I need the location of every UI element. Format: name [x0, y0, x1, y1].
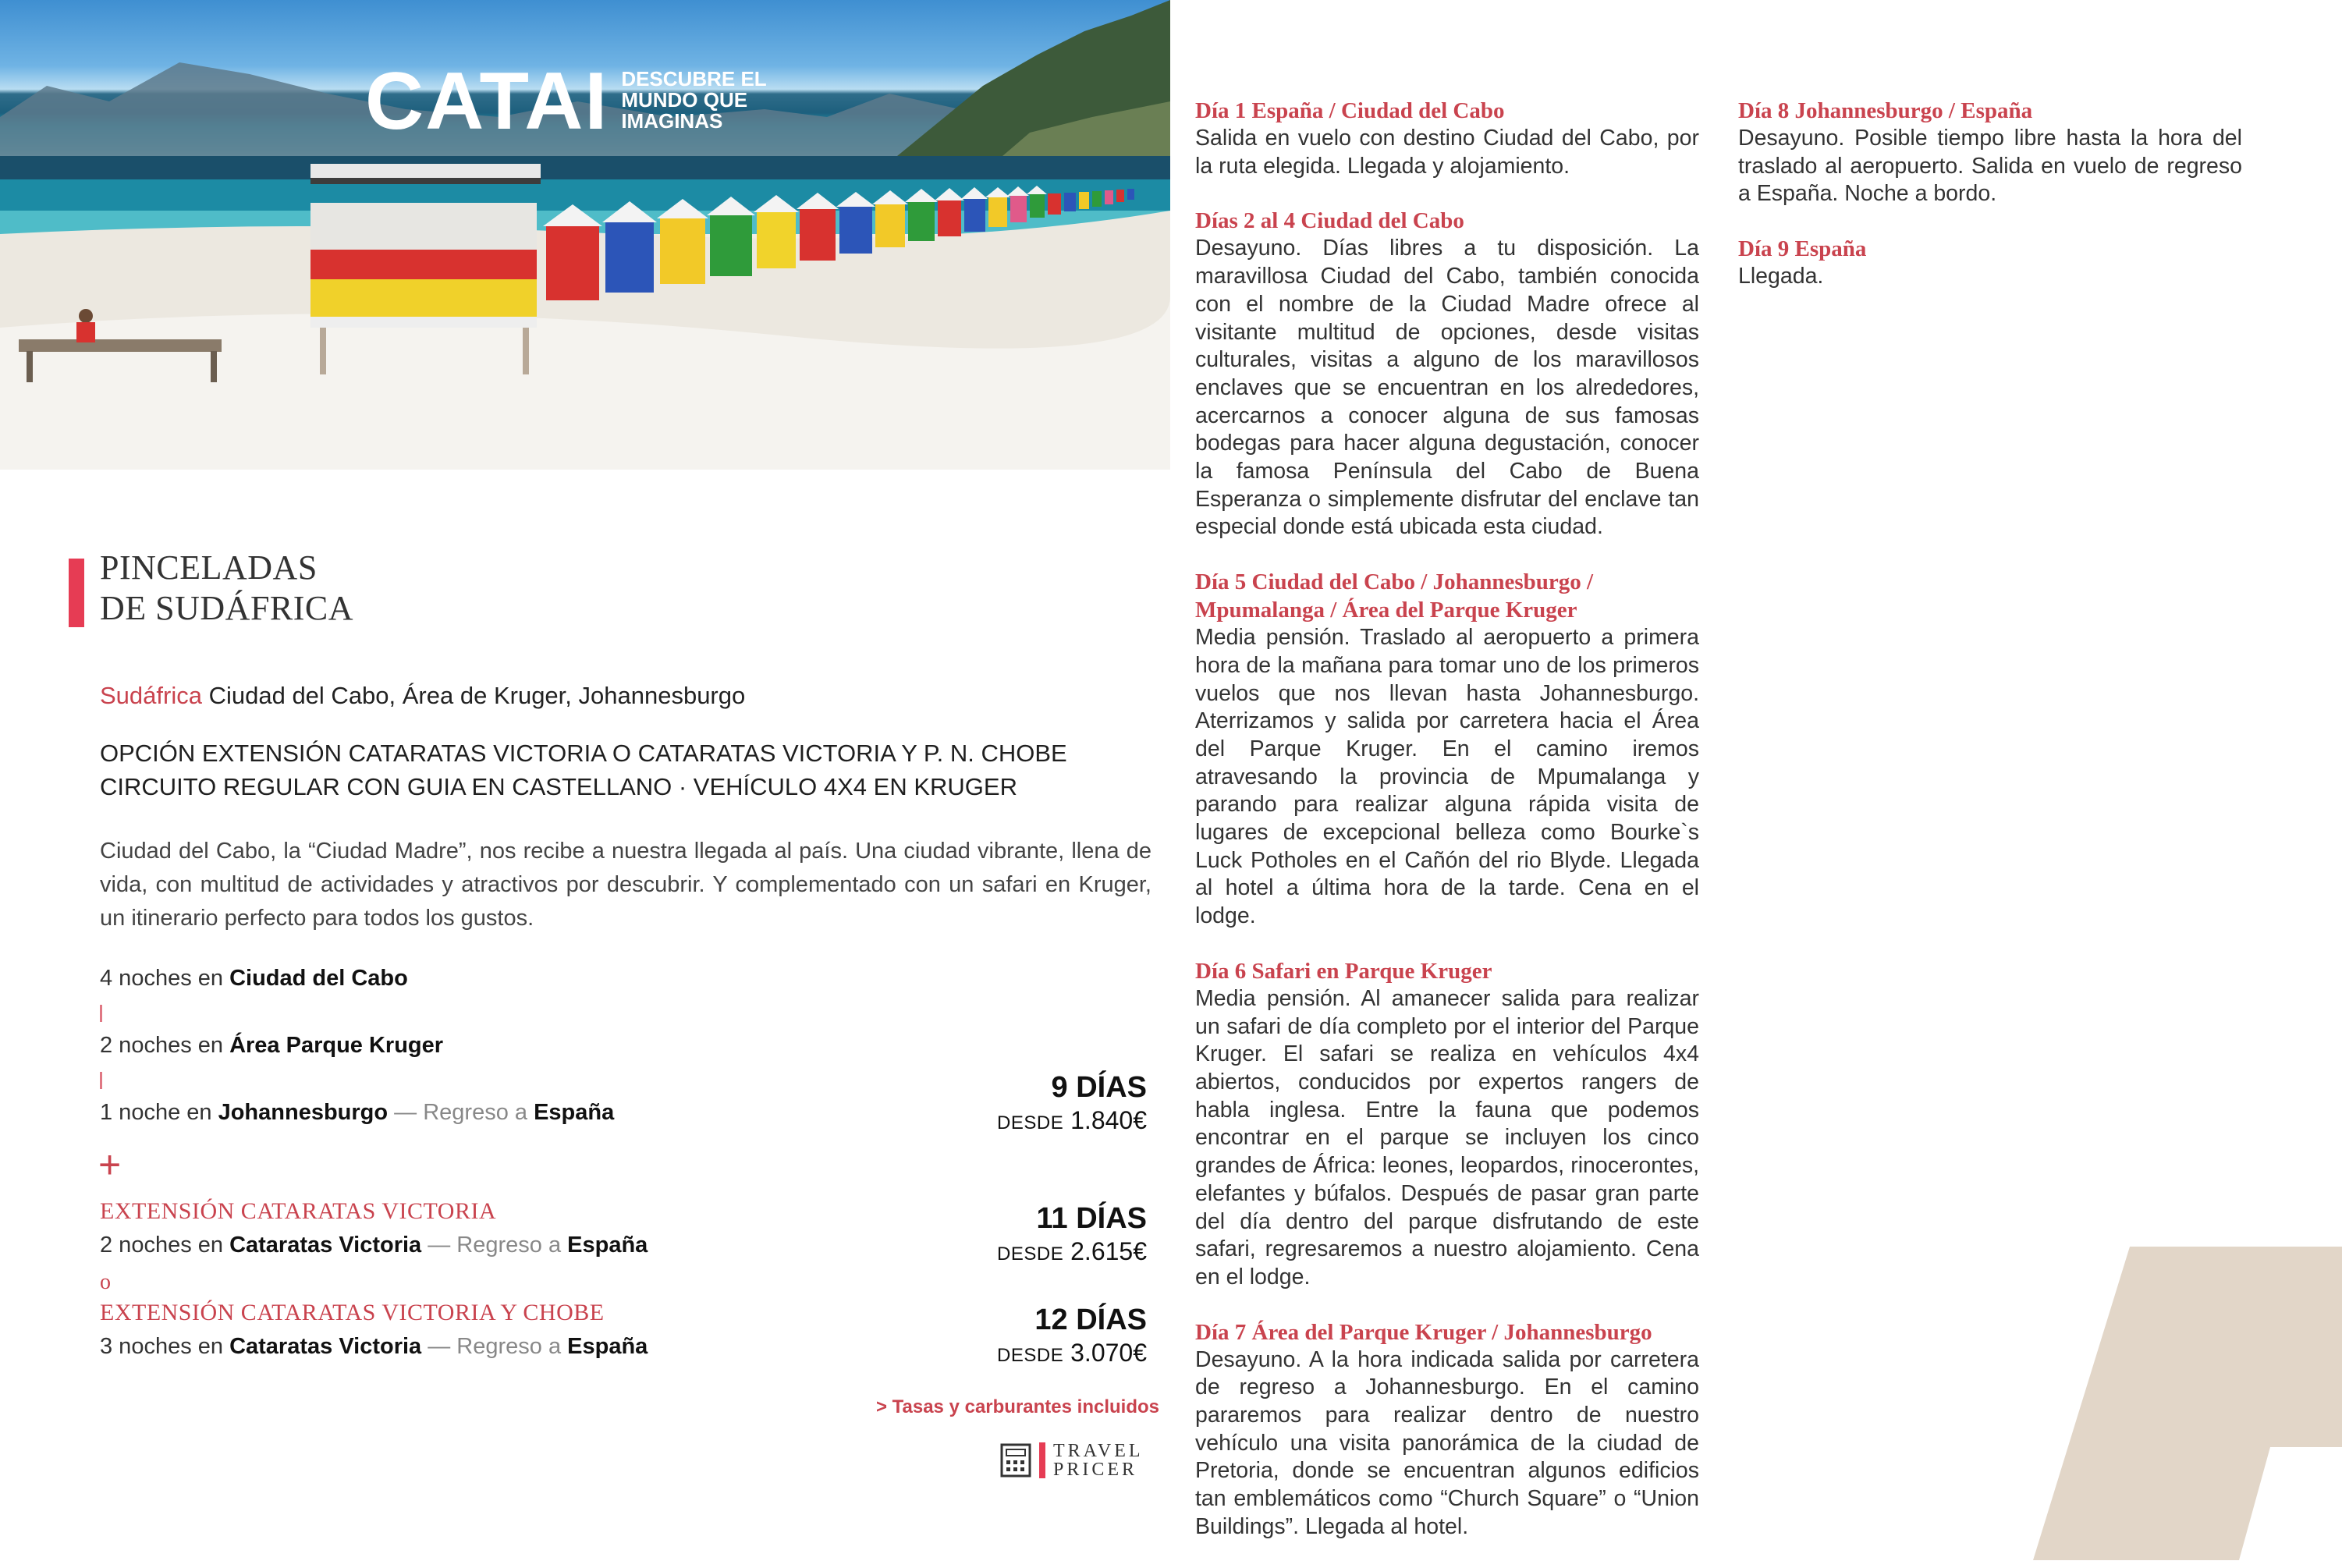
day-text: Desayuno. Días libres a tu disposición. La maravillosa Ciudad del Cabo, también conocida con el nombre de la Ciudad Madre ofrece al visitante multitud de opciones, desde visitas culturales, visitas a alguno de los maravillosos enclaves que se encuentran en los alrededores, acercarnos a conocer alguna de sus famosas bodegas para hacer alguna degustación, conocer la famosa Península del Cabo de Buena Esperanza o simplemente disfrutar del enclave tan especial donde está ubicada esta ciudad.	[1195, 236, 1699, 540]
itinerary-day	[1195, 568, 1699, 931]
price-from: DESDE	[997, 1243, 1064, 1265]
day-title: Día 1 España / Ciudad del Cabo	[1195, 98, 1505, 123]
price-days: 11 DÍAS	[1036, 1202, 1147, 1235]
travel-pricer-logo	[1000, 1442, 1144, 1479]
title-accent-bar	[69, 559, 84, 627]
title-line: DE SUDÁFRICA	[100, 589, 354, 627]
stay-place: Área Parque Kruger	[229, 1033, 444, 1058]
page-title	[100, 548, 353, 629]
stay-nights: 1 noche en	[100, 1100, 218, 1125]
itinerary-day	[1195, 957, 1699, 1292]
day-text: Media pensión. Traslado al aeropuerto a primera hora de la mañana para tomar uno de los primeros vuelos que nos llevan hasta Johannesburgo. Aterrizamos y salida por carretera hacia el Área del Parque Kruger. En el camino iremos atravesando la provincia de Mpumalanga y parando para realizar alguna rápida visita de lugares de excepcional belleza como Bourke`s Luck Potholes en el Cañón del rio Blyde. Llegada al hotel a última hora de la tarde. Cena en el lodge.	[1195, 625, 1699, 929]
day-text: Salida en vuelo con destino Ciudad del Cabo, por la ruta elegida. Llegada y alojamiento.	[1195, 126, 1699, 179]
stay-return: — Regreso a	[388, 1100, 534, 1125]
price-block	[997, 1201, 1147, 1270]
destination-places: Ciudad del Cabo, Área de Kruger, Johannesburgo	[208, 682, 746, 709]
stay-return-dest: España	[567, 1233, 648, 1258]
price-days: 9 DÍAS	[1051, 1071, 1147, 1104]
extension-title: EXTENSIÓN CATARATAS VICTORIA Y CHOBE	[100, 1300, 605, 1325]
destination-country: Sudáfrica	[100, 682, 202, 709]
price-amount: 2.615€	[1070, 1237, 1147, 1265]
brand-name: CATAI	[365, 56, 609, 147]
stay-separator	[100, 1005, 102, 1022]
price-amount: 1.840€	[1070, 1106, 1147, 1134]
intro-paragraph: Ciudad del Cabo, la “Ciudad Madre”, nos recibe a nuestra llegada al país. Una ciudad vibrante, llena de vida, con multitud de actividades y atractivos por descubrir. Y complementado con un safari en Kruger, un itinerario perfecto para todos los gustos.	[100, 839, 1151, 931]
stay-place: Johannesburgo	[218, 1100, 389, 1125]
stay-return-dest: España	[567, 1334, 648, 1359]
day-title: Día 8 Johannesburgo / España	[1738, 98, 2033, 123]
stay-separator	[100, 1072, 102, 1089]
tour-subheading	[100, 736, 1161, 804]
price-block	[997, 1070, 1147, 1139]
day-text: Desayuno. A la hora indicada salida por carretera de regreso a Johannesburgo. En el camino pararemos para realizar dentro de nuestro vehículo una visita panorámica de la ciudad de Pretoria, donde se encuentran algunos edificios tan emblemáticos como “Church Square” o “Union Buildings”. Llegada al hotel.	[1195, 1346, 1699, 1539]
stay-line	[100, 966, 408, 992]
day-title: Días 2 al 4 Ciudad del Cabo	[1195, 208, 1464, 234]
taxes-included-link[interactable]: > Tasas y carburantes incluidos	[875, 1396, 1159, 1417]
day-text: Desayuno. Posible tiempo libre hasta la hora del traslado al aeropuerto. Salida en vuelo de regreso a España. Noche a bordo.	[1738, 126, 2242, 207]
stay-line	[100, 1100, 614, 1126]
stay-nights: 2 noches en	[100, 1233, 230, 1258]
price-from: DESDE	[997, 1345, 1064, 1366]
pricer-word: PRICER	[1053, 1460, 1138, 1480]
pricer-word: TRAVEL	[1053, 1441, 1144, 1461]
stay-nights: 3 noches en	[100, 1334, 230, 1359]
hero-beach-photo	[0, 0, 1170, 470]
price-amount: 3.070€	[1070, 1339, 1147, 1367]
stay-place: Cataratas Victoria	[229, 1334, 422, 1359]
subheading-line: OPCIÓN EXTENSIÓN CATARATAS VICTORIA O CATARATAS VICTORIA Y P. N. CHOBE	[100, 740, 1067, 767]
day-text: Media pensión. Al amanecer salida para realizar un safari de día completo por el interior del Parque Kruger. El safari se realiza en vehículos 4x4 abiertos, conducidos por expertos rangers de habla inglesa. Entre la fauna que podemos encontrar en el parque se incluyen los cinco grandes de África: leones, leopardos, rinocerontes, elefantes y búfalos. Después de pasar gran parte del día dentro del parque disfrutando de este safari, regresaremos a nuestro alojamiento. Cena en el lodge.	[1195, 985, 1699, 1290]
stay-return: — Regreso a	[421, 1233, 568, 1258]
extension-title: EXTENSIÓN CATARATAS VICTORIA	[100, 1198, 497, 1224]
or-separator: o	[100, 1270, 111, 1294]
pricer-accent-bar	[1039, 1442, 1045, 1478]
stay-return: — Regreso a	[421, 1334, 568, 1359]
destination-line	[100, 682, 745, 710]
day-text: Llegada.	[1738, 264, 1824, 289]
day-title: Día 5 Ciudad del Cabo / Johannesburgo / Mpumalanga / Área del Parque Kruger	[1195, 569, 1594, 623]
stay-return-dest: España	[534, 1100, 615, 1125]
title-line: PINCELADAS	[100, 548, 318, 587]
itinerary-day	[1195, 97, 1699, 180]
day-title: Día 7 Área del Parque Kruger / Johannesburgo	[1195, 1319, 1652, 1345]
stay-place: Ciudad del Cabo	[229, 966, 408, 991]
stay-nights: 2 noches en	[100, 1033, 230, 1058]
stay-nights: 4 noches en	[100, 966, 230, 991]
day-title: Día 6 Safari en Parque Kruger	[1195, 958, 1492, 984]
extension-stay-line	[100, 1334, 648, 1360]
calculator-icon	[1000, 1443, 1031, 1478]
plus-icon: +	[98, 1143, 122, 1187]
subheading-line: CIRCUITO REGULAR CON GUIA EN CASTELLANO · VEHÍCULO 4X4 EN KRUGER	[100, 773, 1017, 800]
price-from: DESDE	[997, 1112, 1064, 1133]
day-title: Día 9 España	[1738, 236, 1867, 262]
itinerary-day	[1738, 235, 2242, 291]
stay-place: Cataratas Victoria	[229, 1233, 422, 1258]
brand-tagline: DESCUBRE EL MUNDO QUE IMAGINAS	[621, 67, 767, 133]
itinerary-day	[1195, 207, 1699, 541]
itinerary-column-1	[1195, 97, 1699, 1568]
itinerary-day	[1195, 1318, 1699, 1541]
price-days: 12 DÍAS	[1034, 1304, 1147, 1336]
catai-logo	[365, 56, 793, 147]
stay-line	[100, 1033, 443, 1059]
itinerary-column-2	[1738, 97, 2242, 318]
extension-stay-line	[100, 1233, 648, 1258]
itinerary-day	[1738, 97, 2242, 208]
price-block	[997, 1303, 1147, 1371]
